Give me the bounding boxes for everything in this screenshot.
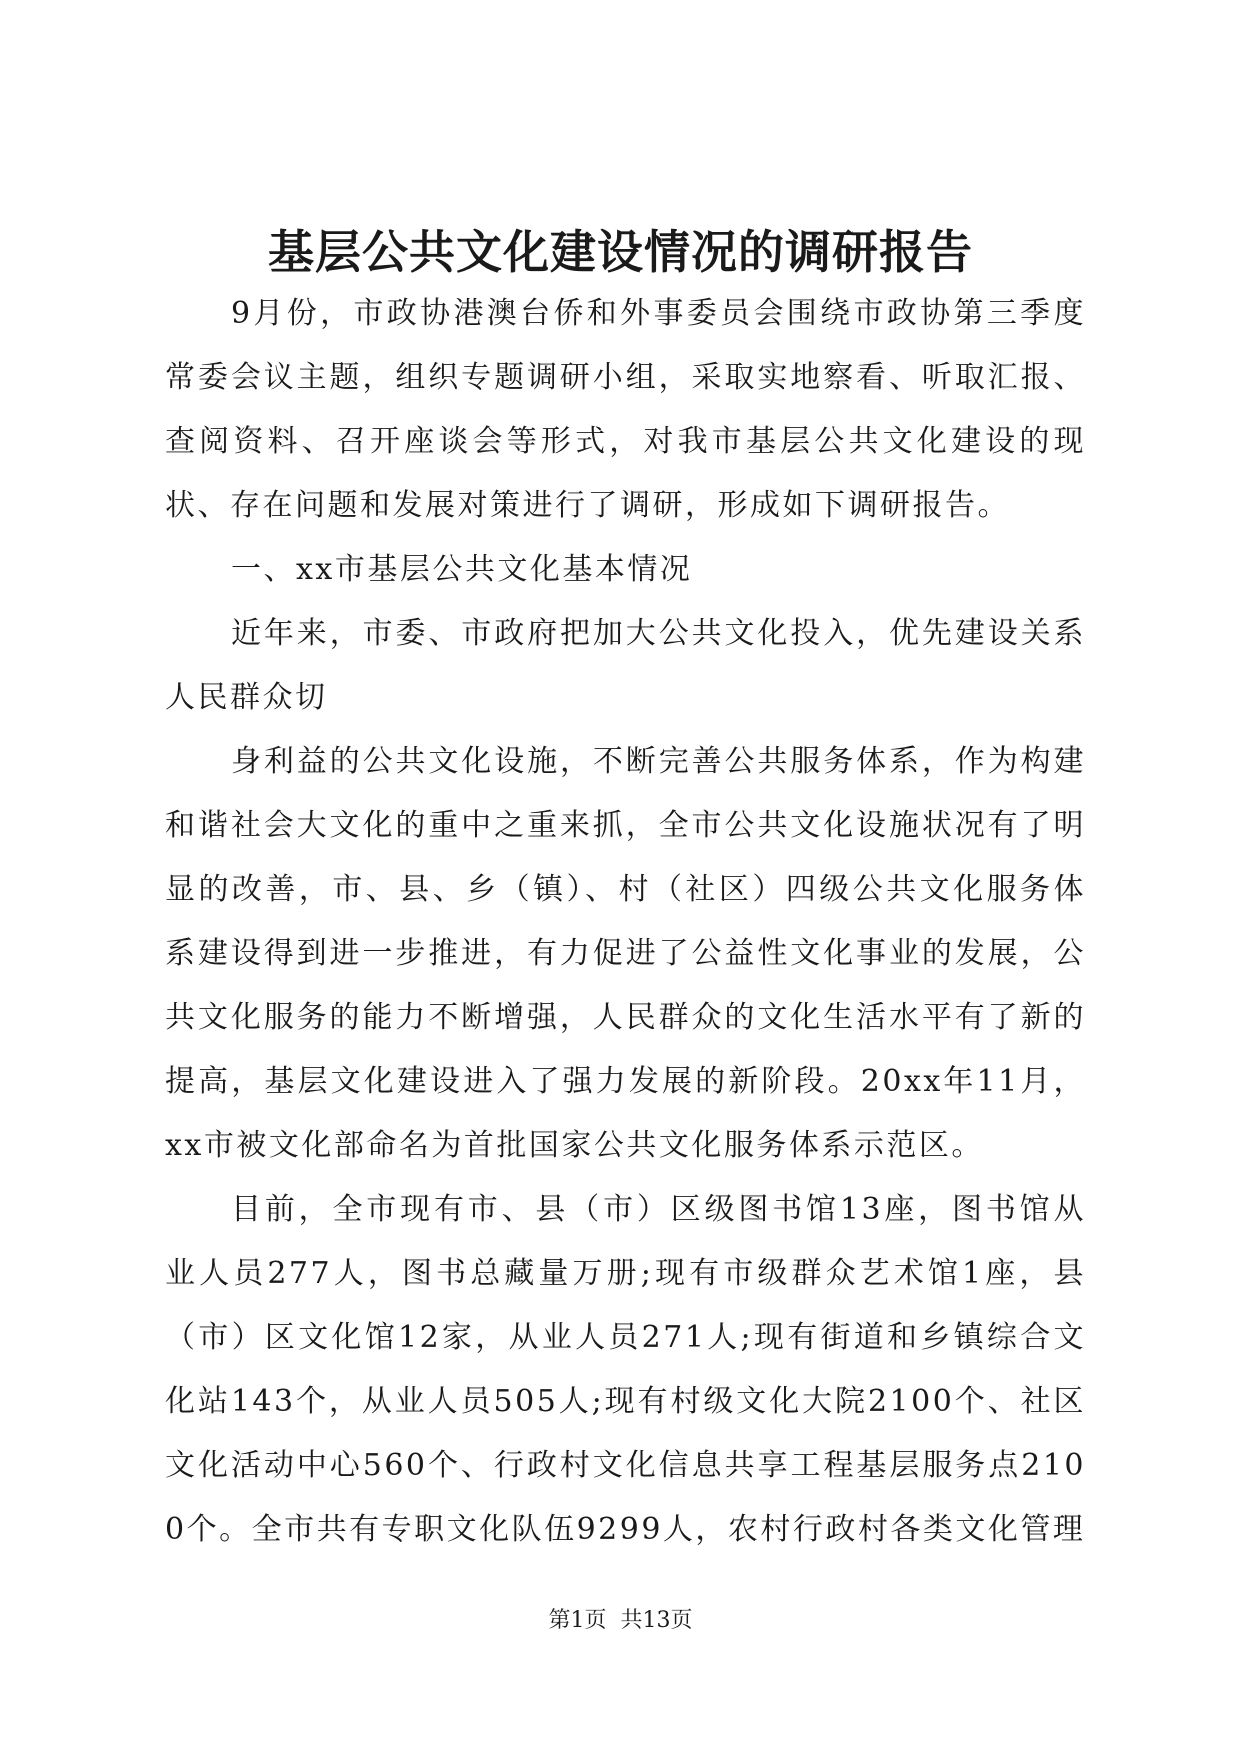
document-title: 基层公共文化建设情况的调研报告: [268, 225, 973, 279]
footer-total-pages: 13: [642, 1608, 671, 1633]
footer-page-mid: 页 共: [584, 1608, 643, 1633]
paragraph-intro: 9月份，市政协港澳台侨和外事委员会围绕市政协第三季度常委会议主题，组织专题调研小组，采取实地察看、听取汇报、查阅资料、召开座谈会等形式，对我市基层公共文化建设的现状、存在问题和发展对策进行了调研，形成如下调研报告。: [165, 296, 1086, 523]
paragraph-overview-start: 近年来，市委、市政府把加大公共文化投入，优先建设关系人民群众切: [165, 616, 1086, 715]
page-footer: [0, 1606, 1241, 1636]
document-body: [165, 282, 1086, 1562]
footer-page-suffix: 页: [670, 1608, 693, 1633]
section-heading-1: 一、xx市基层公共文化基本情况: [231, 552, 693, 587]
paragraph-overview-continued: 身利益的公共文化设施，不断完善公共服务体系，作为构建和谐社会大文化的重中之重来抓，全市公共文化设施状况有了明显的改善，市、县、乡（镇）、村（社区）四级公共文化服务体系建设得到进一步推进，有力促进了公益性文化事业的发展，公共文化服务的能力不断增强，人民群众的文化生活水平有了新的提高，基层文化建设进入了强力发展的新阶段。20xx年11月，xx市被文化部命名为首批国家公共文化服务体系示范区。: [165, 744, 1086, 1163]
footer-page-prefix: 第: [548, 1608, 571, 1633]
footer-page-number: 1: [570, 1608, 585, 1633]
paragraph-statistics: 目前，全市现有市、县（市）区级图书馆13座，图书馆从业人员277人，图书总藏量万册;现有市级群众艺术馆1座，县（市）区文化馆12家，从业人员271人;现有街道和乡镇综合文化站143个，从业人员505人;现有村级文化大院2100个、社区文化活动中心560个、行政村文化信息共享工程基层服务点2100个。全市共有专职文化队伍9299人，农村行政村各类文化管理: [165, 1192, 1086, 1547]
